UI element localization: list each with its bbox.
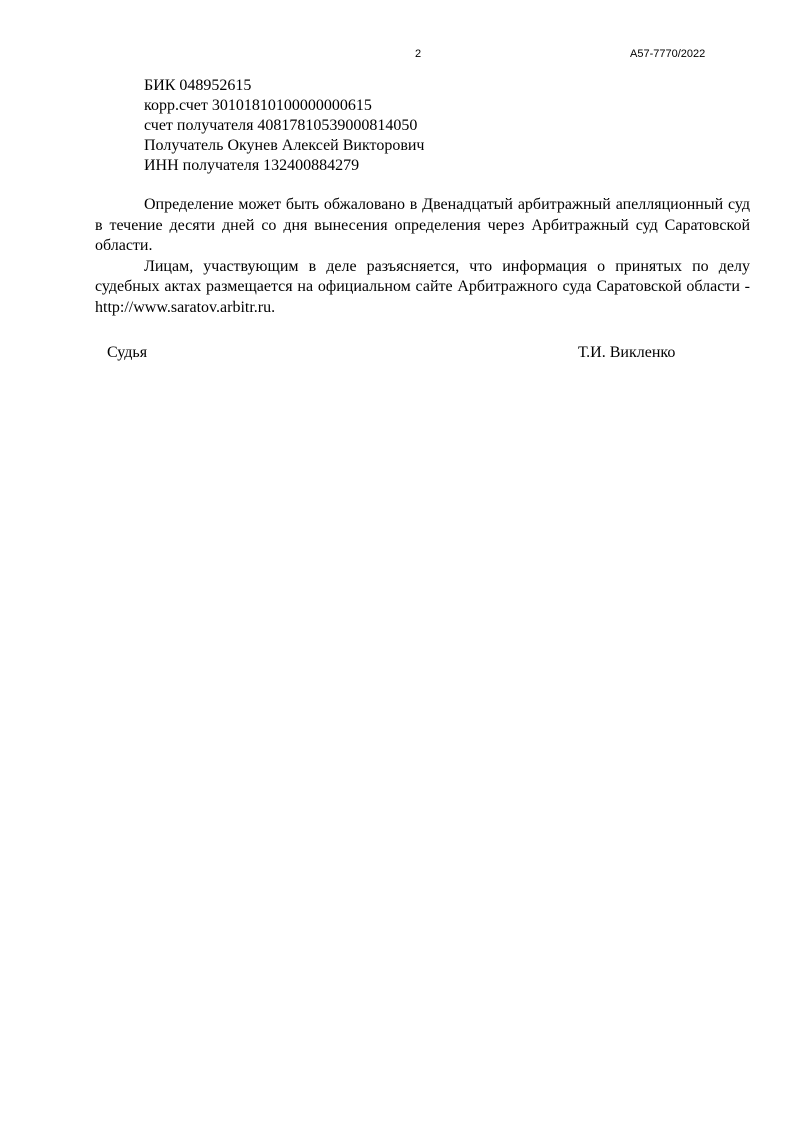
bik-line: БИК 048952615 — [144, 77, 252, 94]
correspondent-account-line: корр.счет 30101810100000000615 — [144, 97, 372, 114]
info-paragraph: Лицам, участвующим в деле разъясняется, что информация о принятых по делу судебных актах размещается на официальном сайте Арбитражного суда Саратовской области - http://www.saratov.arbitr.ru. — [95, 257, 750, 316]
document-body — [95, 195, 750, 318]
page-number: 2 — [415, 48, 422, 60]
recipient-name-line: Получатель Окунев Алексей Викторович — [144, 137, 425, 154]
appeal-paragraph: Определение может быть обжаловано в Двенадцатый арбитражный апелляционный суд в течение десяти дней со дня вынесения определения через Арбитражный суд Саратовской области. — [95, 196, 750, 254]
recipient-account-line: счет получателя 40817810539000814050 — [144, 117, 418, 134]
signature-title: Судья — [107, 344, 148, 361]
signature-name: Т.И. Викленко — [578, 344, 676, 361]
recipient-inn-line: ИНН получателя 132400884279 — [144, 157, 360, 174]
bank-details — [144, 76, 424, 176]
case-number: А57-7770/2022 — [630, 48, 706, 60]
